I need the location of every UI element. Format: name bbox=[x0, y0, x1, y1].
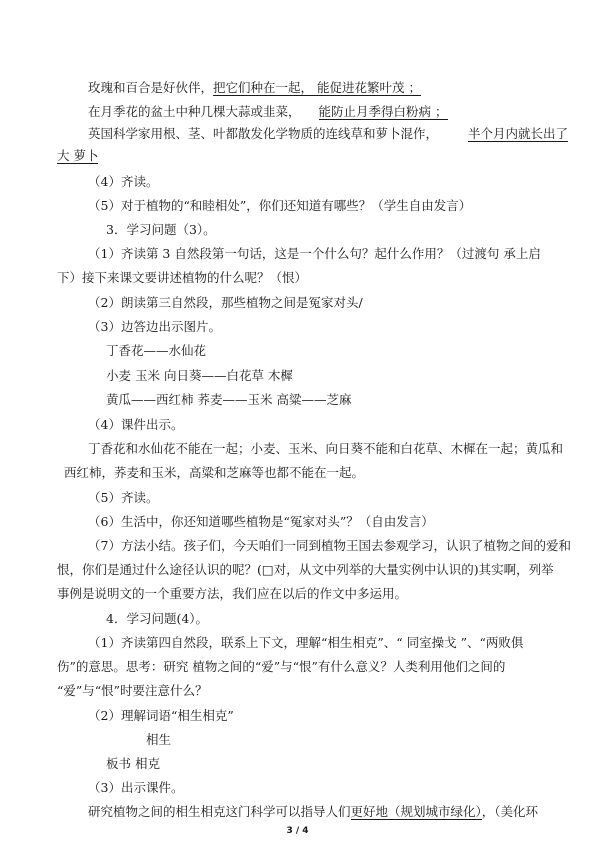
text-line: 相生 bbox=[146, 732, 172, 747]
text-line bbox=[88, 126, 568, 142]
text-run: ，（美化环 bbox=[481, 804, 539, 819]
text-line: （3）出示课件。 bbox=[88, 780, 184, 795]
text-line: 下）接下来课文要讲述植物的什么呢？（恨） bbox=[57, 270, 308, 285]
text-line: （7）方法小结。孩子们，今天咱们一同到植物王国去参观学习，认识了植物之间的爱和 bbox=[88, 538, 571, 553]
underlined-text: 半个月内就长出了 bbox=[468, 126, 569, 141]
text-line bbox=[88, 80, 421, 96]
section-heading: 4．学习问题(4）。 bbox=[106, 611, 209, 626]
text-line: 伤”的意思。思考：研究 植物之间的“爱”与“恨”有什么意义？人类利用他们之间的 bbox=[57, 659, 506, 674]
text-line: （5）对于植物的“和睦相处”，你们还知道有哪些？（学生自由发言） bbox=[88, 198, 472, 213]
page-number: 3 / 4 bbox=[286, 826, 309, 836]
text-run: 英国科学家用根、茎、叶都散发化学物质的连线草和萝卜混作， bbox=[88, 126, 439, 141]
text-line: （2）理解词语“相生相克” bbox=[88, 708, 234, 723]
text-run: 在月季花的盆土中种几棵大蒜或韭菜， bbox=[88, 104, 301, 119]
text-line: （5）齐读。 bbox=[88, 490, 159, 505]
text-line: 恨，你们是通过什么途径认识的呢？(□对，从文中列举的大量实例中认识的)其实啊，列举 bbox=[57, 562, 554, 577]
text-line: 板书 相克 bbox=[106, 756, 160, 771]
underlined-text: 能防止月季得白粉病 ； bbox=[318, 104, 448, 119]
underlined-text: 把它们种在一起， 能促进花繁叶茂 ； bbox=[213, 80, 421, 95]
text-line: （4）课件出示。 bbox=[88, 417, 184, 432]
underlined-text: 更好地（规划城市绿化） bbox=[350, 804, 482, 819]
text-line bbox=[88, 104, 448, 120]
underlined-text: 大 萝卜 bbox=[57, 148, 99, 163]
text-line: 事例是说明文的一个重要方法，我们应在以后的作文中多运用。 bbox=[57, 586, 408, 601]
text-line: 丁香花——水仙花 bbox=[106, 343, 207, 358]
text-line: （6）生活中，你还知道哪些植物是“冤家对头”？（自由发言） bbox=[88, 514, 434, 529]
text-line: （1）齐读第 3 自然段第一句话，这是一个什么句？起什么作用？（过渡句 承上启 bbox=[88, 246, 541, 261]
text-line: 丁香花和水仙花不能在一起；小麦、玉米、向日葵不能和白花草、木樨在一起；黄瓜和 bbox=[88, 441, 564, 456]
text-line: “爱”与“恨”时要注意什么？ bbox=[57, 683, 208, 698]
text-line: 西红柿，荞麦和玉米，高粱和芝麻等也都不能在一起。 bbox=[64, 465, 365, 480]
text-line bbox=[88, 804, 538, 820]
text-run: 研究植物之间的相生相克这门科学可以指导人们 bbox=[88, 804, 351, 819]
text-line: 小麦 玉米 向日葵——白花草 木樨 bbox=[106, 368, 293, 383]
section-heading: 3．学习问题（3）。 bbox=[106, 222, 216, 237]
text-line bbox=[57, 148, 98, 164]
text-run: 玫瑰和百合是好伙伴， bbox=[88, 80, 214, 95]
text-line: （3）边答边出示图片。 bbox=[88, 319, 221, 334]
text-line: （1）齐读第四自然段，联系上下文，理解“相生相克”、“ 同室操戈 ”、“两败俱 bbox=[88, 635, 524, 650]
text-line: （2）朗读第三自然段，那些植物之间是冤家对头/ bbox=[88, 295, 363, 310]
text-line: （4）齐读。 bbox=[88, 174, 159, 189]
text-line: 黄瓜——西红柿 荞麦——玉米 高粱——芝麻 bbox=[106, 392, 352, 407]
